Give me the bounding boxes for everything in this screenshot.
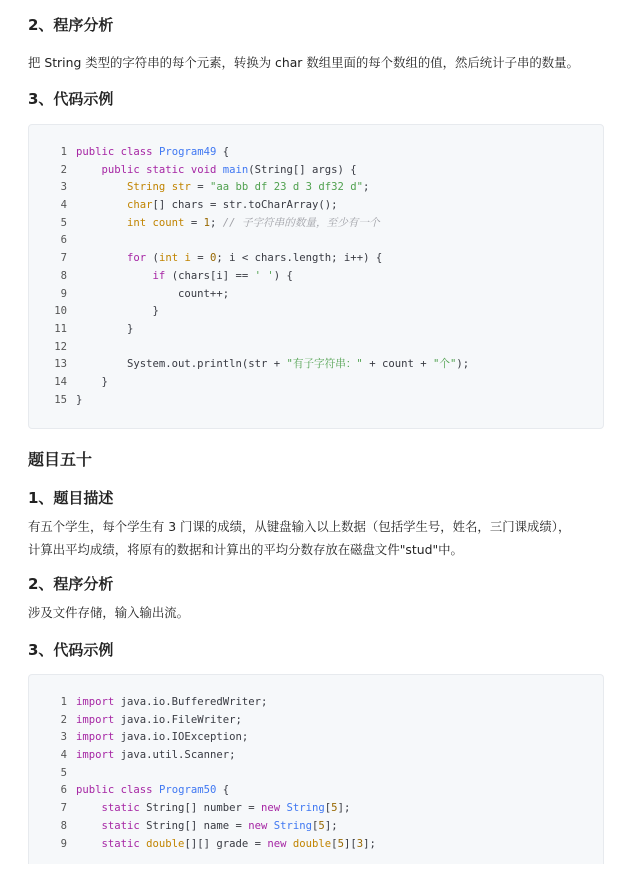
code-line bbox=[29, 339, 603, 357]
code-text bbox=[67, 836, 376, 854]
line-number: 6 bbox=[60, 784, 67, 797]
code-token: new bbox=[248, 819, 274, 832]
code-token: import bbox=[76, 731, 121, 744]
code-token: String[] name = bbox=[146, 819, 249, 832]
code-text bbox=[67, 144, 229, 162]
code-line bbox=[29, 356, 603, 374]
code-line bbox=[29, 782, 603, 800]
code-token bbox=[76, 802, 102, 814]
code-token bbox=[76, 181, 127, 193]
problem-50-title: 题目五十 bbox=[28, 450, 93, 469]
code-text bbox=[67, 712, 242, 730]
analysis-heading-50: 2、程序分析 bbox=[28, 575, 114, 593]
code-line bbox=[29, 836, 603, 854]
code-text bbox=[67, 782, 229, 800]
code-lines-50 bbox=[29, 694, 603, 853]
code-token: java.util.Scanner; bbox=[120, 749, 236, 762]
code-token: java.io.IOException; bbox=[120, 731, 249, 744]
line-number: 9 bbox=[60, 287, 67, 300]
code-text bbox=[67, 286, 229, 304]
code-token: [ bbox=[312, 819, 319, 832]
code-text bbox=[67, 694, 267, 712]
line-number: 4 bbox=[60, 199, 67, 212]
code-token: count++; bbox=[76, 287, 230, 300]
code-token: System.out.println(str + bbox=[76, 358, 287, 371]
analysis-text-49: 把 String 类型的字符串的每个元素，转换为 char 数组里面的每个数组的值，然后统计子串的数量。 bbox=[28, 55, 579, 70]
line-number: 1 bbox=[60, 146, 67, 158]
code-text bbox=[67, 303, 159, 321]
code-text bbox=[67, 232, 76, 250]
code-token bbox=[76, 199, 127, 211]
line-number: 10 bbox=[54, 305, 67, 318]
code-token: if bbox=[152, 269, 172, 282]
code-text bbox=[67, 179, 369, 197]
code-token bbox=[76, 252, 127, 264]
code-token: java.io.FileWriter; bbox=[120, 713, 242, 726]
code-text bbox=[67, 356, 469, 374]
code-token: = bbox=[184, 216, 204, 229]
code-text bbox=[67, 339, 76, 357]
code-token: class bbox=[120, 146, 159, 158]
code-token: 5 bbox=[337, 837, 344, 850]
code-token: count bbox=[152, 216, 185, 229]
code-text bbox=[67, 215, 380, 233]
code-token: ) { bbox=[273, 269, 293, 282]
line-number: 3 bbox=[60, 731, 67, 744]
code-block-50[interactable] bbox=[28, 674, 604, 864]
code-token: i bbox=[184, 252, 191, 265]
code-token: 5 bbox=[331, 802, 338, 815]
line-number: 15 bbox=[54, 393, 67, 406]
desc-line1-50: 有五个学生，每个学生有 3 门课的成绩，从键盘输入以上数据（包括学生号，姓名，三门课成绩）， bbox=[28, 519, 571, 534]
line-number: 12 bbox=[54, 340, 67, 353]
code-token: String bbox=[286, 802, 325, 815]
code-token: ]; bbox=[324, 819, 338, 832]
code-line bbox=[29, 374, 603, 392]
line-number: 8 bbox=[60, 269, 67, 282]
code-token: char bbox=[127, 199, 153, 212]
code-token: static bbox=[146, 163, 191, 176]
code-token: } bbox=[76, 322, 134, 335]
code-token: ( bbox=[152, 252, 159, 265]
code-token: import bbox=[76, 749, 121, 762]
code-token: static bbox=[101, 802, 147, 815]
code-line bbox=[29, 729, 603, 747]
code-token: java.io.BufferedWriter; bbox=[120, 696, 268, 708]
desc-line2-50: 计算出平均成绩，将原有的数据和计算出的平均分数存放在磁盘文件"stud"中。 bbox=[28, 542, 463, 557]
code-token: ; bbox=[209, 216, 223, 229]
code-token: static bbox=[101, 819, 147, 832]
code-text bbox=[67, 374, 108, 392]
code-token: [ bbox=[324, 802, 332, 815]
code-token bbox=[76, 838, 102, 850]
code-token: 5 bbox=[318, 819, 325, 832]
code-token: int bbox=[158, 252, 185, 265]
code-heading-49: 3、代码示例 bbox=[28, 90, 114, 108]
code-block-49[interactable] bbox=[28, 124, 604, 429]
code-token: ]; bbox=[337, 802, 351, 815]
code-line bbox=[29, 747, 603, 765]
code-token: 1 bbox=[203, 216, 210, 229]
code-text bbox=[67, 197, 338, 215]
code-token: Program49 bbox=[158, 146, 217, 158]
code-token: 3 bbox=[356, 837, 364, 850]
code-line bbox=[29, 232, 603, 250]
code-text bbox=[67, 747, 235, 765]
code-token: String bbox=[273, 819, 313, 832]
code-line bbox=[29, 321, 603, 339]
code-token: [ bbox=[331, 837, 338, 850]
code-token: ]; bbox=[363, 837, 376, 850]
analysis-heading-49: 2、程序分析 bbox=[28, 16, 114, 34]
line-number: 5 bbox=[60, 216, 67, 229]
code-line bbox=[29, 268, 603, 286]
code-token bbox=[76, 217, 127, 229]
code-text bbox=[67, 162, 357, 180]
code-line bbox=[29, 800, 603, 818]
line-number: 3 bbox=[60, 181, 67, 194]
code-token: for bbox=[127, 252, 153, 265]
code-token: = bbox=[190, 252, 210, 265]
code-token: import bbox=[76, 713, 121, 726]
code-token: } bbox=[76, 375, 108, 388]
line-number: 6 bbox=[60, 234, 67, 247]
code-token bbox=[76, 820, 102, 832]
code-token: [][] grade = bbox=[184, 837, 268, 850]
code-line bbox=[29, 179, 603, 197]
code-token: public bbox=[101, 163, 147, 176]
code-lines-49 bbox=[29, 144, 603, 409]
code-token: } bbox=[76, 305, 159, 318]
code-text bbox=[67, 800, 350, 818]
code-text bbox=[67, 765, 76, 783]
code-token: { bbox=[216, 146, 230, 158]
line-number: 1 bbox=[60, 696, 67, 708]
code-token: int bbox=[127, 216, 153, 229]
code-text bbox=[67, 268, 293, 286]
code-token: "aa bb df 23 d 3 df32 d" bbox=[209, 181, 364, 194]
code-token bbox=[76, 270, 153, 282]
line-number: 9 bbox=[60, 837, 67, 850]
code-text bbox=[67, 250, 382, 268]
analysis-text-50: 涉及文件存储，输入输出流。 bbox=[28, 605, 190, 620]
code-token: ); bbox=[456, 358, 470, 371]
code-token: String[] number = bbox=[146, 802, 261, 815]
code-text bbox=[67, 392, 82, 410]
code-text bbox=[67, 321, 133, 339]
code-token: ; bbox=[363, 181, 370, 194]
code-token: // 子字符串的数量，至少有一个 bbox=[222, 216, 380, 229]
code-line bbox=[29, 144, 603, 162]
code-line bbox=[29, 694, 603, 712]
code-token: str bbox=[171, 181, 191, 194]
code-token: = bbox=[190, 181, 210, 194]
code-token: 0 bbox=[209, 252, 217, 265]
code-line bbox=[29, 215, 603, 233]
code-line bbox=[29, 303, 603, 321]
code-line bbox=[29, 392, 603, 410]
code-token: import bbox=[76, 696, 121, 708]
line-number: 13 bbox=[54, 358, 67, 371]
code-token: double bbox=[146, 837, 185, 850]
code-token: static bbox=[101, 837, 147, 850]
code-token: { bbox=[216, 784, 230, 797]
code-line bbox=[29, 286, 603, 304]
code-token: (chars[i] == bbox=[171, 269, 255, 282]
code-token: ; i < chars.length; i++) { bbox=[216, 252, 383, 265]
line-number: 4 bbox=[60, 749, 67, 762]
line-number: 14 bbox=[54, 375, 67, 388]
code-token: } bbox=[76, 393, 83, 406]
code-token: String bbox=[127, 181, 172, 194]
code-token: class bbox=[120, 784, 159, 797]
code-line bbox=[29, 162, 603, 180]
code-token: double bbox=[292, 837, 332, 850]
code-token: void bbox=[190, 163, 223, 176]
code-token: + count + bbox=[362, 358, 433, 371]
code-token: new bbox=[267, 837, 293, 850]
code-token: public bbox=[76, 784, 121, 797]
code-token: "有子字符串：" bbox=[286, 358, 363, 371]
line-number: 8 bbox=[60, 819, 67, 832]
code-token: new bbox=[260, 802, 287, 815]
line-number: 2 bbox=[60, 163, 67, 176]
code-token: Program50 bbox=[158, 784, 217, 797]
code-line bbox=[29, 197, 603, 215]
code-text bbox=[67, 818, 338, 836]
code-token: public bbox=[76, 146, 121, 158]
code-line bbox=[29, 250, 603, 268]
line-number: 7 bbox=[60, 802, 67, 815]
code-token: main bbox=[222, 163, 249, 176]
line-number: 7 bbox=[60, 252, 67, 265]
code-line bbox=[29, 765, 603, 783]
code-line bbox=[29, 712, 603, 730]
code-token: ' ' bbox=[254, 269, 274, 282]
code-token: (String[] args) { bbox=[248, 163, 357, 176]
code-token: ][ bbox=[343, 837, 357, 850]
line-number: 5 bbox=[60, 766, 67, 779]
code-token bbox=[76, 164, 102, 176]
code-line bbox=[29, 818, 603, 836]
code-heading-50: 3、代码示例 bbox=[28, 641, 114, 659]
code-text bbox=[67, 729, 248, 747]
code-token: "个" bbox=[432, 358, 457, 371]
line-number: 2 bbox=[60, 713, 67, 726]
desc-heading-50: 1、题目描述 bbox=[28, 489, 114, 507]
code-token: [] chars = str.toCharArray(); bbox=[152, 199, 338, 212]
line-number: 11 bbox=[54, 322, 67, 335]
